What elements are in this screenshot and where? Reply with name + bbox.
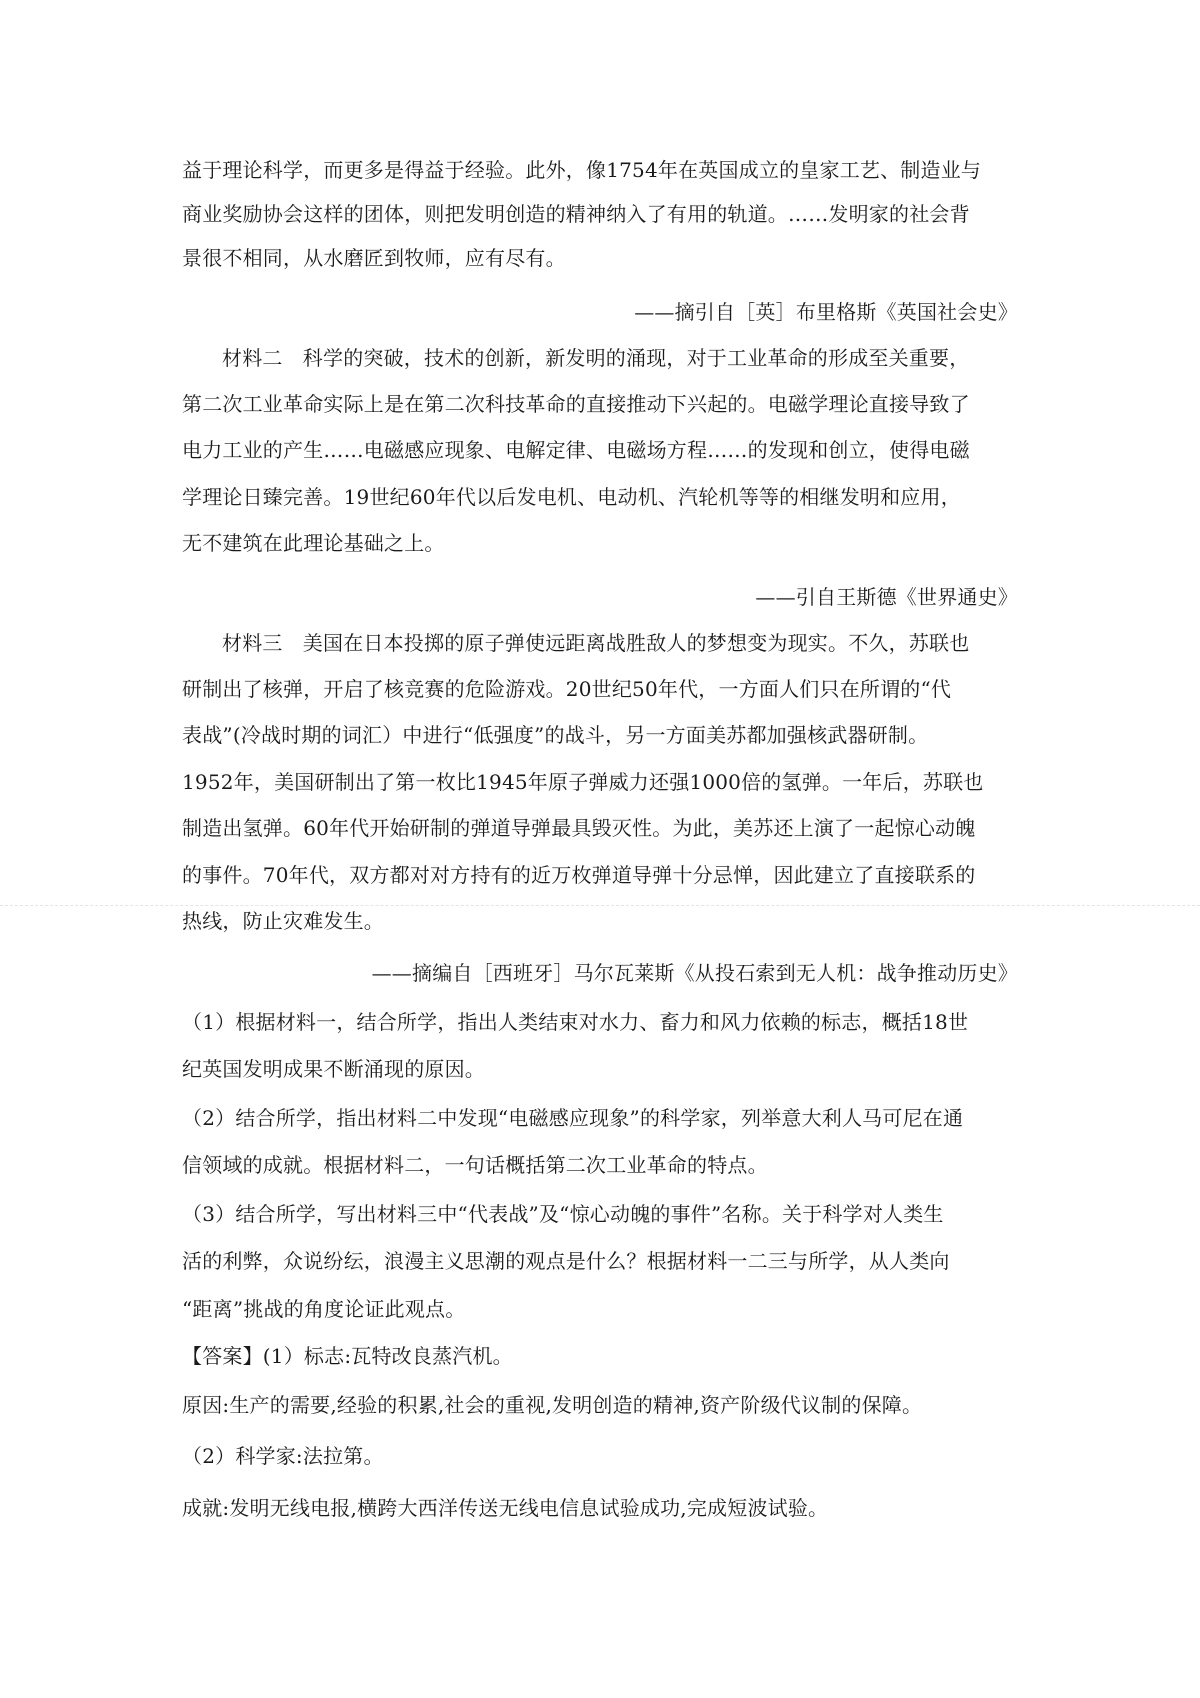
question-2-line-2: 信领域的成就。根据材料二，一句话概括第二次工业革命的特点。 <box>182 1153 768 1177</box>
material1-line-1: 益于理论科学，而更多是得益于经验。此外，像1754年在英国成立的皇家工艺、制造业与 <box>182 158 982 182</box>
question-3-line-2: 活的利弊，众说纷纭，浪漫主义思潮的观点是什么？根据材料一二三与所学，从人类向 <box>182 1249 950 1273</box>
material1-line-2: 商业奖励协会这样的团体，则把发明创造的精神纳入了有用的轨道。……发明家的社会背 <box>182 202 970 226</box>
question-3-line-3: “距离”挑战的角度论证此观点。 <box>182 1297 466 1321</box>
question-1-line-2: 纪英国发明成果不断涌现的原因。 <box>182 1057 485 1081</box>
material3-line-4: 1952年，美国研制出了第一枚比1945年原子弹威力还强1000倍的氢弹。一年后，苏联也 <box>182 770 984 794</box>
material2-line-5: 无不建筑在此理论基础之上。 <box>182 531 445 555</box>
question-3-line-1: （3）结合所学，写出材料三中“代表战”及“惊心动魄的事件”名称。关于科学对人类生 <box>182 1202 944 1226</box>
material3-line-5: 制造出氢弹。60年代开始研制的弹道导弹最具毁灭性。为此，美苏还上演了一起惊心动魄 <box>182 816 976 840</box>
material3-line-3: 表战”(冷战时期的词汇）中进行“低强度”的战斗，另一方面美苏都加强核武器研制。 <box>182 723 929 747</box>
material1-line-3: 景很不相同，从水磨匠到牧师，应有尽有。 <box>182 246 566 270</box>
answer-line-1: 【答案】(1）标志:瓦特改良蒸汽机。 <box>182 1344 513 1368</box>
material3-source: ——摘编自［西班牙］马尔瓦莱斯《从投石索到无人机：战争推动历史》 <box>371 961 1018 985</box>
question-1-line-1: （1）根据材料一，结合所学，指出人类结束对水力、畜力和风力依赖的标志，概括18世 <box>182 1010 969 1034</box>
answer-line-2: 原因:生产的需要,经验的积累,社会的重视,发明创造的精神,资产阶级代议制的保障。 <box>182 1393 923 1417</box>
material3-line-7: 热线，防止灾难发生。 <box>182 909 384 933</box>
material3-line-2: 研制出了核弹，开启了核竞赛的危险游戏。20世纪50年代，一方面人们只在所谓的“代 <box>182 677 952 701</box>
material2-line-1: 材料二 科学的突破，技术的创新，新发明的涌现，对于工业革命的形成至关重要， <box>222 346 970 370</box>
material2-line-3: 电力工业的产生……电磁感应现象、电解定律、电磁场方程……的发现和创立，使得电磁 <box>182 438 970 462</box>
material2-line-4: 学理论日臻完善。19世纪60年代以后发电机、电动机、汽轮机等等的相继发明和应用， <box>182 485 961 509</box>
material3-line-6: 的事件。70年代，双方都对对方持有的近万枚弹道导弹十分忌惮，因此建立了直接联系的 <box>182 863 976 887</box>
answer-line-4: 成就:发明无线电报,横跨大西洋传送无线电信息试验成功,完成短波试验。 <box>182 1496 829 1520</box>
material1-source: ——摘引自［英］布里格斯《英国社会史》 <box>634 300 1018 324</box>
question-2-line-1: （2）结合所学，指出材料二中发现“电磁感应现象”的科学家，列举意大利人马可尼在通 <box>182 1106 964 1130</box>
material3-line-1: 材料三 美国在日本投掷的原子弹使远距离战胜敌人的梦想变为现实。不久，苏联也 <box>222 631 970 655</box>
answer-line-3: （2）科学家:法拉第。 <box>182 1444 384 1468</box>
material2-line-2: 第二次工业革命实际上是在第二次科技革命的直接推动下兴起的。电磁学理论直接导致了 <box>182 392 970 416</box>
material2-source: ——引自王斯德《世界通史》 <box>755 585 1018 609</box>
